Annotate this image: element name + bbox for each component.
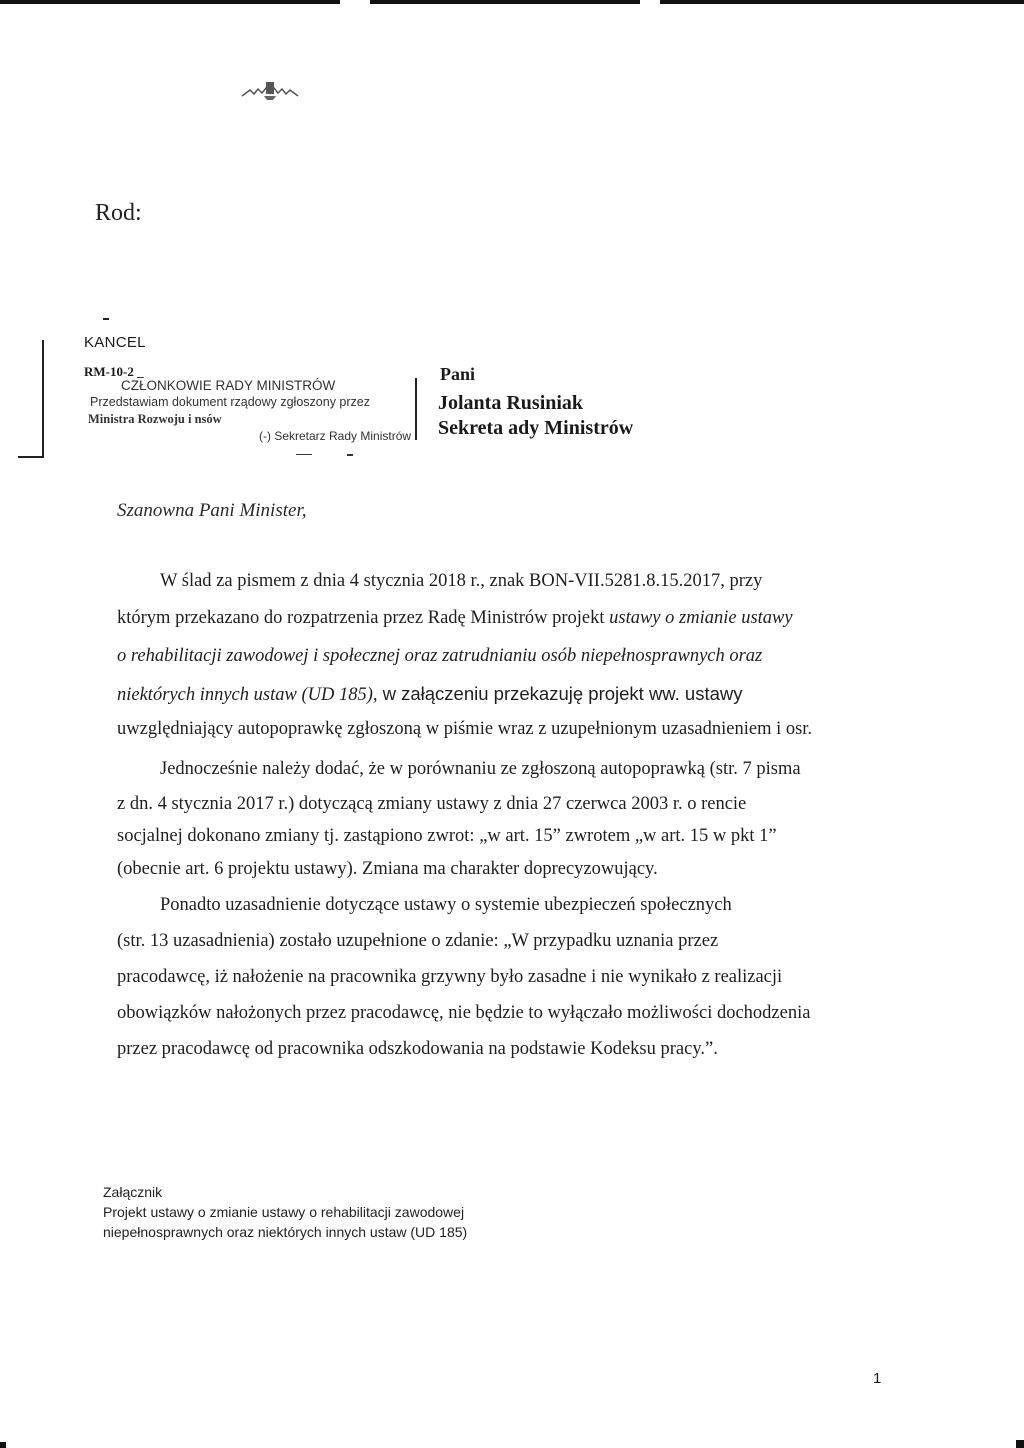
body-line: pracodawcę, iż nałożenie na pracownika grzywny było zasadne i nie wynikało z realizacji [117,967,783,987]
scan-edge-gap [640,0,660,4]
attachment-line: niepełnosprawnych oraz niektórych innych ustaw (UD 185) [103,1224,468,1240]
body-line: socjalnej dokonano zmiany tj. zastąpiono zwrot: „w art. 15” zwrotem „w art. 15 w pkt 1” [117,826,777,846]
stamp-text: Przedstawiam dokument rządowy zgłoszony przez [90,395,370,409]
body-line: przez pracodawcę od pracownika odszkodowania na podstawie Kodeksu pracy.”. [117,1039,718,1059]
body-line: Ponadto uzasadnienie dotyczące ustawy o systemie ubezpieczeń społecznych [160,895,732,915]
body-line: (obecnie art. 6 projektu ustawy). Zmiana ma charakter doprecyzowujący. [117,859,658,879]
stamp-mark [347,454,353,456]
body-line: uwzględniający autopoprawkę zgłoszoną w piśmie wraz z uzupełnionym uzasadnieniem i osr. [117,719,813,739]
body-line: którym przekazano do rozpatrzenia przez Radę Ministrów projekt ustawy o zmianie ustawy [117,608,793,628]
addressee-title: Pani [440,364,476,384]
stamp-border [42,340,44,458]
stamp-border [415,378,417,440]
scan-corner-mark [1016,1440,1024,1448]
body-line: W ślad za pismem z dnia 4 stycznia 2018 r., znak BON-VII.5281.8.15.2017, przy [160,571,763,591]
stamp-minister: Ministra Rozwoju i nsów [88,412,222,426]
body-line: Jednocześnie należy dodać, że w porównaniu ze zgłoszoną autopoprawką (str. 7 pisma [160,759,801,779]
stamp-border [18,456,44,458]
body-line: z dn. 4 stycznia 2017 r.) dotyczącą zmiany ustawy z dnia 27 czerwca 2003 r. o rencie [117,794,747,814]
scan-edge-gap [340,0,370,4]
scan-top-edge [0,0,1024,4]
body-line: o rehabilitacji zawodowej i społecznej oraz zatrudnianiu osób niepełnosprawnych oraz [117,646,763,666]
attachment-line: Projekt ustawy o zmianie ustawy o rehabilitacji zawodowej [103,1204,465,1220]
stamp-office-name: KANCEL [84,334,146,351]
stamp-recipients: CZŁONKOWIE RADY MINISTRÓW [121,378,336,393]
salutation: Szanowna Pani Minister, [117,500,307,521]
body-line: (str. 13 uzasadnienia) zostało uzupełnione o zdanie: „W przypadku uznania przez [117,931,719,951]
stamp-mark [296,454,312,455]
attachment-heading: Załącznik [103,1184,163,1200]
header-fragment: Rod: [95,200,142,226]
body-line: niektórych innych ustaw (UD 185), w załączeniu przekazuję projekt ww. ustawy [117,683,743,705]
stamp-mark [103,318,109,320]
stamp-signature: (-) Sekretarz Rady Ministrów [259,429,412,443]
eagle-emblem-icon [240,80,300,102]
addressee-position: Sekreta ady Ministrów [438,417,634,439]
page-number: 1 [873,1370,882,1387]
body-line: obowiązków nałożonych przez pracodawcę, nie będzie to wyłączało możliwości dochodzenia [117,1003,811,1023]
addressee-name: Jolanta Rusiniak [438,392,584,414]
stamp-reference-number: RM-10-2 _ [84,364,144,379]
scan-corner-mark [0,1442,6,1448]
